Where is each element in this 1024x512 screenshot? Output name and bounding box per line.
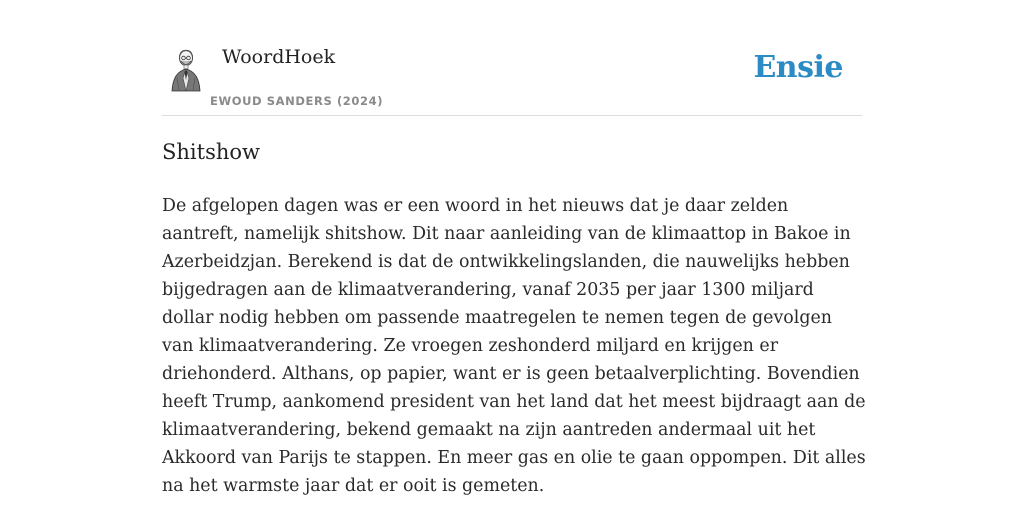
site-header: [162, 0, 862, 116]
post-title: Shitshow: [162, 140, 260, 164]
author-byline: EWOUD SANDERS (2024): [210, 94, 384, 108]
blog-name[interactable]: WoordHoek: [222, 46, 336, 68]
post-body: De afgelopen dagen was er een woord in het nieuws dat je daar zelden aantreft, namelijk shitshow. Dit naar aanleiding van de klimaattop in Bakoe in Azerbeidzjan. Berekend is dat de ontwikkelingslanden, die nauwelijks hebben bijgedragen aan de klimaatverandering, vanaf 2035 per jaar 1300 miljard dollar nodig hebben om passende maatregelen te nemen tegen de gevolgen van klimaatverandering. Ze vroegen zeshonderd miljard en krijgen er driehonderd. Althans, op papier, want er is geen betaalverplichting. Bovendien heeft Trump, aankomend president van het land dat het meest bijdraagt aan de klimaatverandering, bekend gemaakt na zijn aantreden andermaal uit het Akkoord van Parijs te stappen. En meer gas en olie te gaan oppompen. Dit alles na het warmste jaar dat er ooit is gemeten.: [162, 196, 866, 496]
author-avatar-icon: [169, 48, 205, 92]
brand-logo[interactable]: Ensie: [753, 50, 843, 85]
